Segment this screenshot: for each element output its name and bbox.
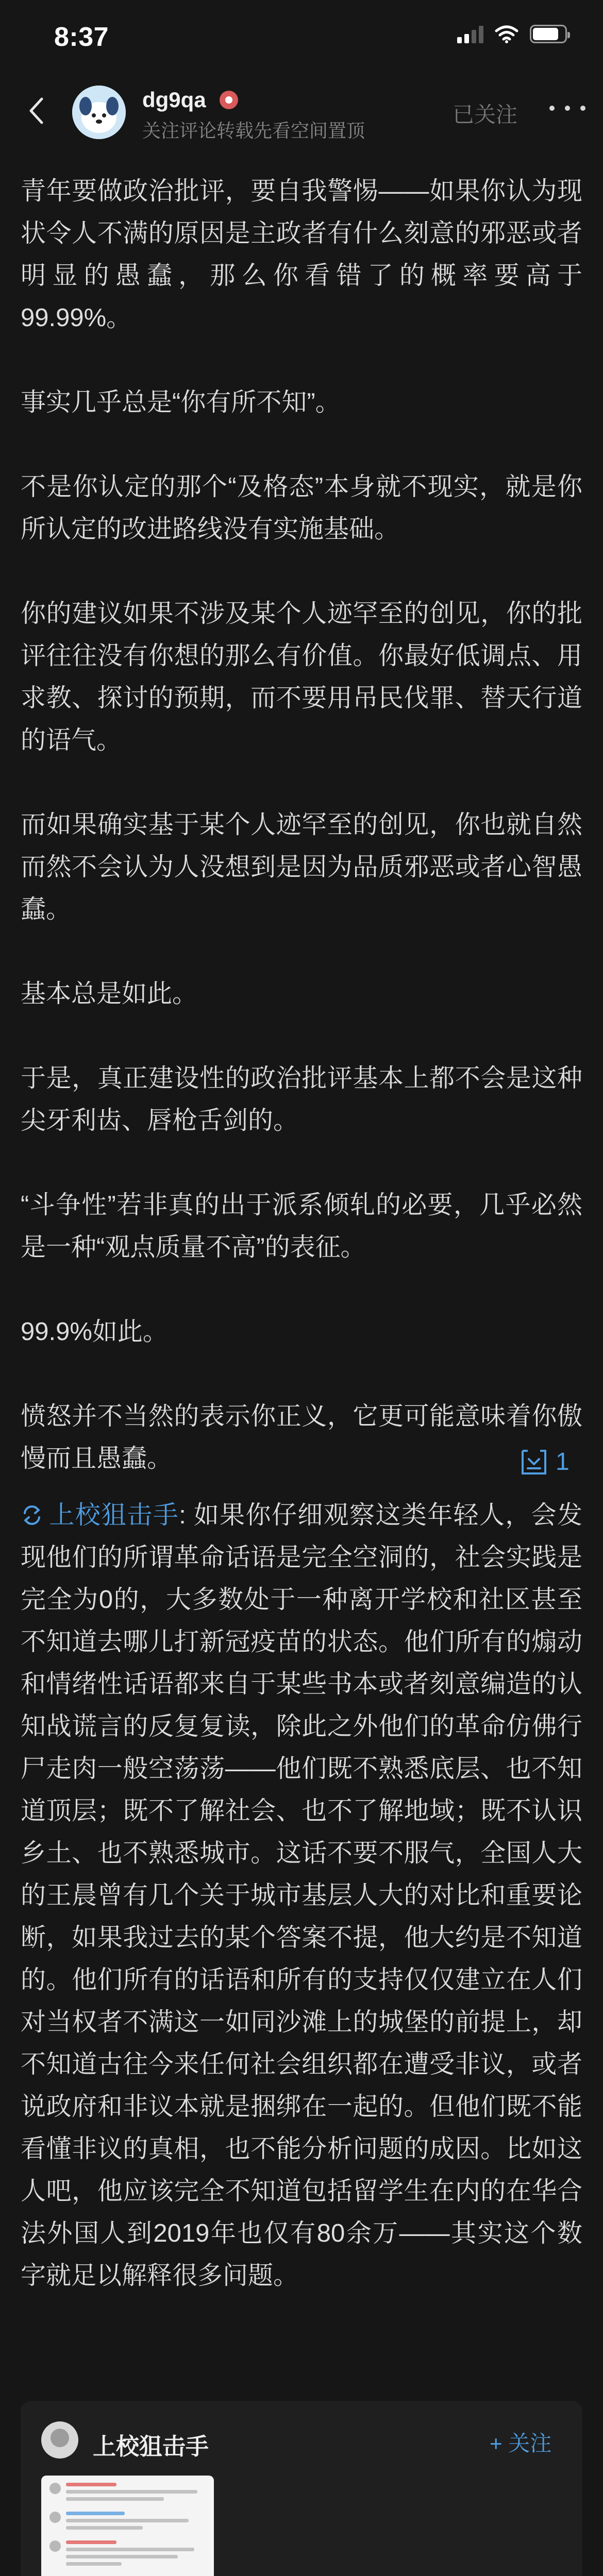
post-paragraph: 不是你认定的那个“及格态”本身就不现实，就是你所认定的改进路线没有实施基础。 (21, 473, 582, 543)
battery-fill (533, 28, 558, 40)
status-bar (0, 0, 603, 72)
card-screenshot-thumbnail[interactable] (41, 2476, 214, 2576)
post-paragraph: 于是，真正建设性的政治批评基本上都不会是这种尖牙利齿、唇枪舌剑的。 (21, 1064, 582, 1134)
avatar[interactable] (72, 86, 126, 139)
follow-status-button[interactable]: 已关注 (453, 103, 518, 127)
status-time: 8:37 (54, 22, 109, 52)
favorite-counter[interactable] (521, 1448, 569, 1476)
post-paragraph: 事实几乎总是“你有所不知”。 (21, 388, 341, 416)
avatar-dog-icon (72, 86, 126, 139)
post-paragraph: 99.9%如此。 (21, 1318, 168, 1346)
post-header (0, 72, 603, 149)
post-body (21, 170, 582, 1480)
chevron-left-icon (28, 97, 44, 125)
repost-text-block (21, 1494, 582, 2297)
repost-small-icon (21, 1504, 43, 1527)
user-permission-text: 关注评论转载先看空间置顶 (142, 120, 365, 141)
user-badge-icon (220, 91, 238, 109)
bookmark-icon (521, 1449, 547, 1476)
repost-author-link[interactable]: 上校狙击手 (48, 1501, 179, 1529)
dot-icon (549, 106, 555, 111)
card-author-name[interactable]: 上校狙击手 (93, 2433, 209, 2460)
battery-icon (530, 25, 567, 43)
dot-icon (565, 106, 570, 111)
post-paragraph: 而如果确实基于某个人迹罕至的创见，你也就自然而然不会认为人没想到是因为品质邪恶或者心智愚蠢。 (21, 811, 582, 923)
post-paragraph: 愤怒并不当然的表示你正义，它更可能意味着你傲慢而且愚蠢。 (21, 1402, 582, 1472)
status-icons (457, 25, 567, 43)
post-paragraph: 青年要做政治批评，要自我警惕——如果你认为现状令人不满的原因是主政者有什么刻意的邪恶或者明显的愚蠢，那么你看错了的概率要高于99.99%。 (21, 177, 582, 332)
quoted-post-card[interactable] (21, 2401, 582, 2576)
card-follow-button[interactable]: + 关注 (490, 2431, 552, 2455)
cellular-signal-icon (457, 25, 483, 43)
post-paragraph: “斗争性”若非真的出于派系倾轧的必要，几乎必然是一种“观点质量不高”的表征。 (21, 1191, 582, 1261)
more-options-button[interactable] (549, 98, 585, 118)
back-button[interactable] (21, 93, 52, 129)
post-paragraph: 基本总是如此。 (21, 980, 198, 1008)
dot-icon (580, 106, 585, 111)
post-paragraph: 你的建议如果不涉及某个人迹罕至的创见，你的批评往往没有你想的那么有价值。你最好低调点、用求教、探讨的预期，而不要用吊民伐罪、替天行道的语气。 (21, 600, 582, 754)
favorite-count: 1 (556, 1448, 569, 1476)
card-avatar[interactable] (41, 2421, 78, 2459)
wifi-icon (495, 25, 518, 43)
username[interactable]: dg9qa (142, 88, 206, 112)
repost-body: : 如果你仔细观察这类年轻人，会发现他们的所谓革命话语是完全空洞的，社会实践是完全为0的，大多数处于一种离开学校和社区甚至不知道去哪儿打新冠疫苗的状态。他们所有的煽动和情绪性话语都来自于某些书本或者刻意编造的认知战谎言的反复复读，除此之外他们的革命仿佛行尸走肉一般空荡荡——他们既不熟悉底层、也不知道顶层；既不了解社会、也不了解地域；既不认识乡土、也不熟悉城市。这话不要不服气，全国人大的王晨曾有几个关于城市基层人大的对比和重要论断，如果我过去的某个答案不提，他大约是不知道的。他们所有的话语和所有的支持仅仅建立在人们对当权者不满这一如同沙滩上的城堡的前提上，却不知道古往今来任何社会组织都在遭受非议，或者说政府和非议本就是捆绑在一起的。但他们既不能看懂非议的真相，也不能分析问题的成因。比如这人吧，他应该完全不知道包括留学生在内的在华合法外国人到2019年也仅有80余万——其实这个数字就足以解释很多问题。 (21, 1501, 582, 2290)
